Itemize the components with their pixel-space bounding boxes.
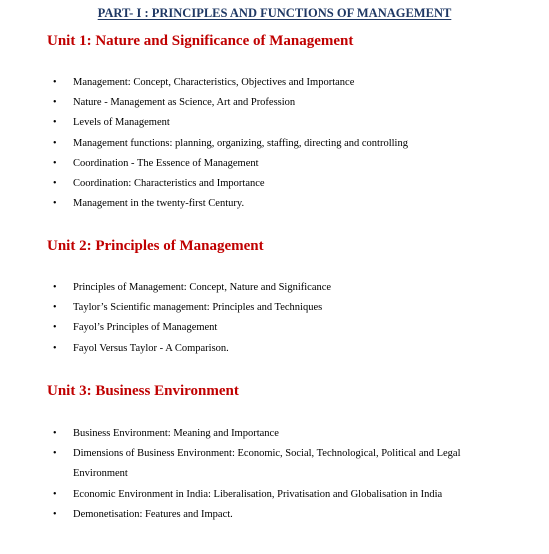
list-item (0, 505, 549, 525)
unit-2-heading: Unit 2: Principles of Management (47, 238, 264, 254)
list-item-text: Levels of Management (73, 117, 170, 129)
bullet-icon: • (53, 117, 57, 129)
list-item (0, 318, 549, 338)
list-item (0, 194, 549, 214)
list-item (0, 339, 549, 359)
list-item (0, 278, 549, 298)
list-item (0, 154, 549, 174)
list-item-text: Dimensions of Business Environment: Economic, Social, Technological, Political and Legal Environment (73, 448, 461, 480)
list-item-text: Fayol’s Principles of Management (73, 322, 218, 334)
list-item (0, 424, 549, 444)
list-item-text: Nature - Management as Science, Art and Profession (73, 97, 296, 109)
bullet-icon: • (53, 157, 57, 169)
bullet-icon: • (53, 322, 57, 334)
bullet-icon: • (53, 198, 57, 210)
bullet-icon: • (53, 302, 57, 314)
list-item-text: Management functions: planning, organizing, staffing, directing and controlling (73, 137, 408, 149)
bullet-icon: • (53, 428, 57, 439)
list-item (0, 444, 549, 484)
list-item (0, 113, 549, 133)
list-item-text: Coordination - The Essence of Management (73, 157, 259, 169)
list-item (0, 73, 549, 93)
bullet-icon: • (53, 342, 57, 354)
page-title-text: PART- I : PRINCIPLES AND FUNCTIONS OF MANAGEMENT (97, 6, 452, 20)
list-item-text: Management: Concept, Characteristics, Objectives and Importance (73, 77, 355, 88)
list-item-text: Demonetisation: Features and Impact. (73, 508, 233, 520)
page-title (0, 5, 549, 21)
list-item-text: Coordination: Characteristics and Importance (73, 178, 265, 190)
list-item-text: Principles of Management: Concept, Nature and Significance (73, 282, 332, 293)
list-item (0, 93, 549, 113)
list-item (0, 298, 549, 318)
unit-1-topic-list (0, 73, 549, 214)
bullet-icon: • (53, 137, 57, 149)
list-item-text: Business Environment: Meaning and Importance (73, 428, 279, 439)
bullet-icon: • (53, 77, 57, 88)
unit-3-topic-list (0, 424, 549, 525)
bullet-icon: • (53, 178, 57, 190)
bullet-icon: • (53, 282, 57, 293)
list-item (0, 134, 549, 154)
bullet-icon: • (53, 508, 57, 520)
unit-3-heading: Unit 3: Business Environment (47, 383, 239, 399)
list-item-text: Fayol Versus Taylor - A Comparison. (73, 342, 229, 354)
bullet-icon: • (53, 97, 57, 109)
list-item-text: Economic Environment in India: Liberalisation, Privatisation and Globalisation in India (73, 488, 443, 500)
bullet-icon: • (53, 448, 57, 460)
list-item (0, 174, 549, 194)
bullet-icon: • (53, 488, 57, 500)
unit-1-heading: Unit 1: Nature and Significance of Management (47, 33, 354, 49)
list-item-text: Management in the twenty-first Century. (73, 198, 245, 210)
list-item (0, 485, 549, 505)
list-item-text: Taylor’s Scientific management: Principles and Techniques (73, 302, 323, 314)
unit-2-topic-list (0, 278, 549, 359)
